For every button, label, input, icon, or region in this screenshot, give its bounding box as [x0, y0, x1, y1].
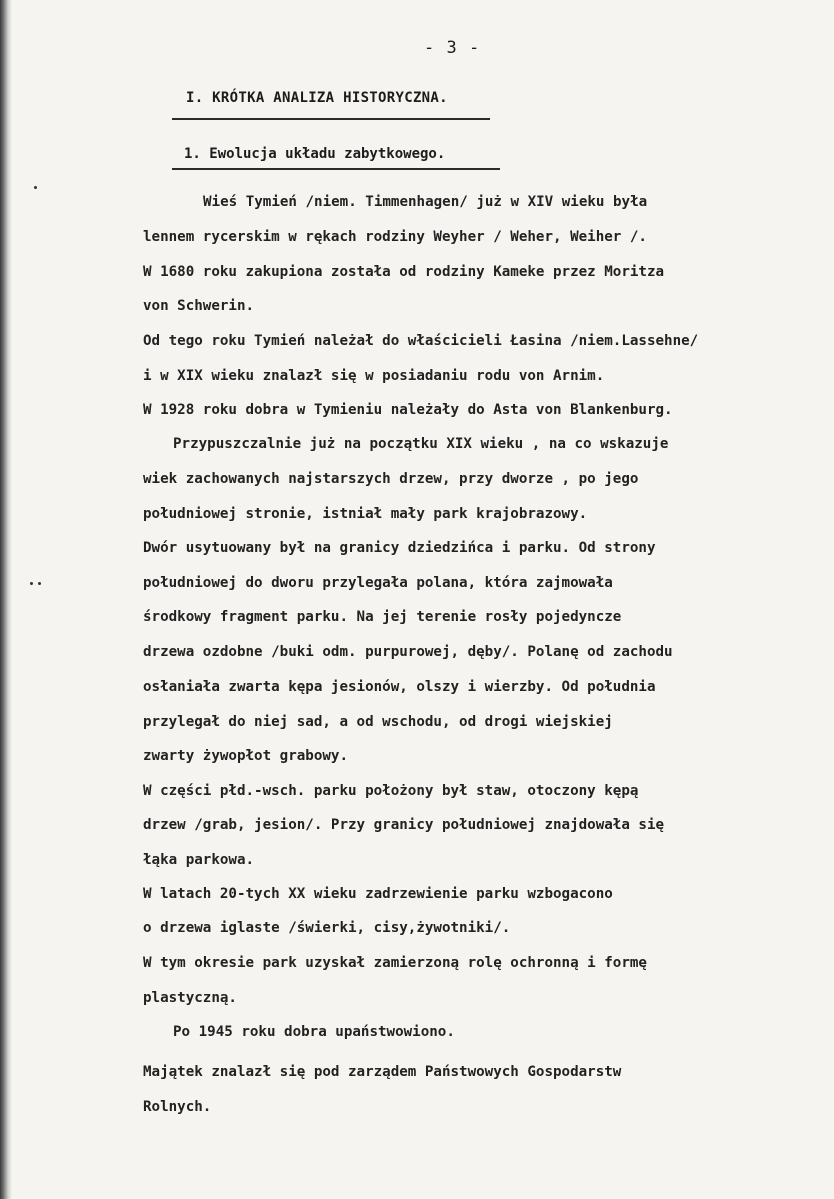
text-line: wiek zachowanych najstarszych drzew, przy dworze , po jego [143, 471, 639, 487]
text-line: drzew /grab, jesion/. Przy granicy południowej znajdowała się [143, 817, 665, 833]
text-line: południowej do dworu przylegała polana, która zajmowała [143, 575, 613, 591]
text-line: W 1680 roku zakupiona została od rodziny Kameke przez Moritza [143, 264, 665, 280]
text-line: Od tego roku Tymień należał do właścicieli Łasina /niem.Lassehne/ [143, 333, 699, 349]
subsection-heading-underline [172, 168, 500, 170]
text-line: zwarty żywopłot grabowy. [143, 748, 348, 764]
text-line: łąka parkowa. [143, 852, 255, 868]
text-line: W latach 20-tych XX wieku zadrzewienie parku wzbogacono [143, 886, 613, 902]
text-line: środkowy fragment parku. Na jej terenie rosły pojedyncze [143, 609, 622, 625]
text-line: W tym okresie park uzyskał zamierzoną rolę ochronną i formę [143, 955, 647, 971]
text-line: o drzewa iglaste /świerki, cisy,żywotniki/. [143, 920, 511, 936]
text-line: przylegał do niej sad, a od wschodu, od drogi wiejskiej [143, 714, 613, 730]
subsection-heading: 1. Ewolucja układu zabytkowego. [184, 146, 446, 162]
text-line: plastyczną. [143, 990, 237, 1006]
section-heading: I. KRÓTKA ANALIZA HISTORYCZNA. [186, 90, 448, 106]
text-line: Majątek znalazł się pod zarządem Państwowych Gospodarstw [143, 1064, 622, 1080]
text-line: Przypuszczalnie już na początku XIX wieku , na co wskazuje [173, 436, 669, 452]
text-line: południowej stronie, istniał mały park krajobrazowy. [143, 506, 588, 522]
text-line: Po 1945 roku dobra upaństwowiono. [173, 1024, 455, 1040]
page-number: - 3 - [424, 38, 481, 58]
text-line: i w XIX wieku znalazł się w posiadaniu rodu von Arnim. [143, 368, 605, 384]
text-line: osłaniała zwarta kępa jesionów, olszy i wierzby. Od południa [143, 679, 656, 695]
text-line: von Schwerin. [143, 298, 255, 314]
text-line: Rolnych. [143, 1099, 212, 1115]
margin-mark [38, 582, 41, 585]
margin-mark [30, 582, 33, 585]
text-line: Dwór usytuowany był na granicy dziedzińca i parku. Od strony [143, 540, 656, 556]
text-line: W 1928 roku dobra w Tymieniu należały do Asta von Blankenburg. [143, 402, 673, 418]
text-line: lennem rycerskim w rękach rodziny Weyher / Weher, Weiher /. [143, 229, 647, 245]
section-heading-underline [172, 118, 490, 120]
margin-mark [34, 186, 37, 189]
scan-edge [0, 0, 12, 1199]
text-line: drzewa ozdobne /buki odm. purpurowej, dęby/. Polanę od zachodu [143, 644, 673, 660]
text-line: Wieś Tymień /niem. Timmenhagen/ już w XIV wieku była [203, 194, 648, 210]
text-line: W części płd.-wsch. parku położony był staw, otoczony kępą [143, 783, 639, 799]
